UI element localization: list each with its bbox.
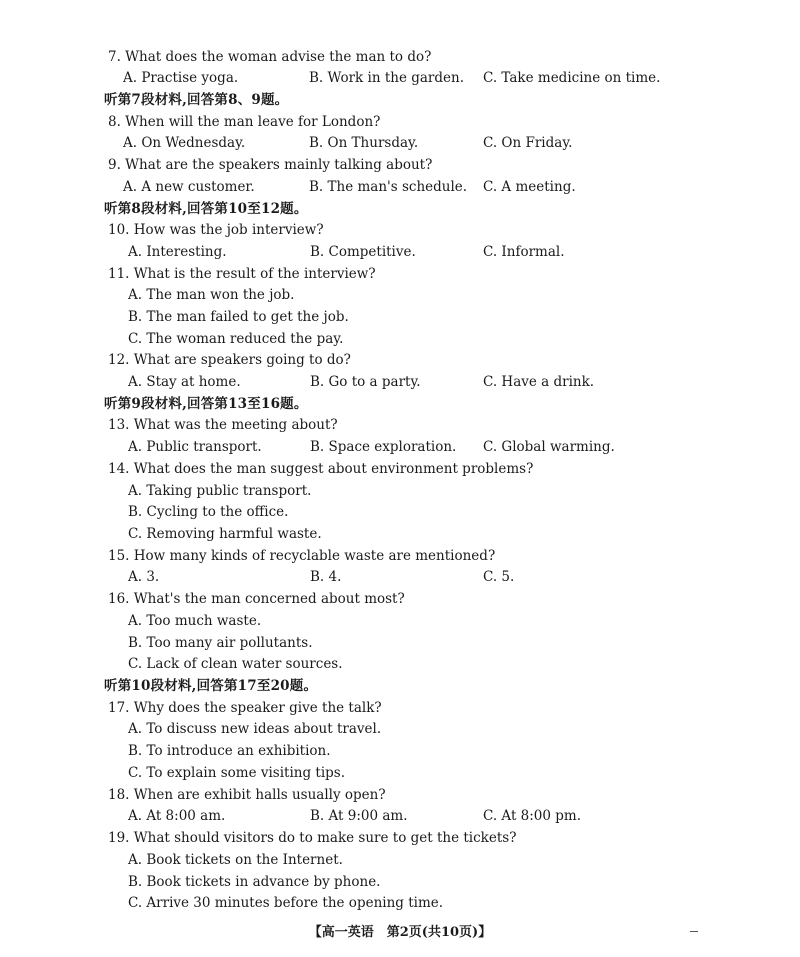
question-19-option-c: C. Arrive 30 minutes before the opening time. bbox=[128, 895, 444, 911]
question-8-stem: 8. When will the man leave for London? bbox=[108, 114, 381, 130]
question-17-option-c: C. To explain some visiting tips. bbox=[128, 765, 346, 781]
question-17-option-b: B. To introduce an exhibition. bbox=[128, 743, 331, 759]
question-19-stem: 19. What should visitors do to make sure to get the tickets? bbox=[108, 830, 517, 846]
question-14-stem: 14. What does the man suggest about environment problems? bbox=[108, 461, 534, 477]
option-a: A. A new customer. bbox=[123, 179, 255, 195]
option-c: C. A meeting. bbox=[483, 179, 576, 195]
question-16-option-c: C. Lack of clean water sources. bbox=[128, 656, 343, 672]
question-14-option-b: B. Cycling to the office. bbox=[128, 504, 289, 520]
option-c: C. Informal. bbox=[483, 244, 565, 260]
question-8-options bbox=[0, 132, 800, 154]
section-heading-7: 听第7段材料,回答第8、9题。 bbox=[104, 92, 289, 108]
option-b: B. On Thursday. bbox=[309, 135, 419, 151]
question-11-stem: 11. What is the result of the interview? bbox=[108, 266, 376, 282]
question-16-option-a: A. Too much waste. bbox=[128, 613, 262, 629]
question-15-stem: 15. How many kinds of recyclable waste are mentioned? bbox=[108, 548, 496, 564]
question-10-options bbox=[0, 241, 800, 263]
option-c: C. Global warming. bbox=[483, 439, 615, 455]
question-7-stem: 7. What does the woman advise the man to do? bbox=[108, 49, 432, 65]
question-16-stem: 16. What's the man concerned about most? bbox=[108, 591, 405, 607]
question-9-stem: 9. What are the speakers mainly talking about? bbox=[108, 157, 433, 173]
option-b: B. Work in the garden. bbox=[309, 70, 464, 86]
question-14-option-a: A. Taking public transport. bbox=[128, 483, 312, 499]
question-18-stem: 18. When are exhibit halls usually open? bbox=[108, 787, 386, 803]
option-a: A. Interesting. bbox=[128, 244, 227, 260]
option-b: B. At 9:00 am. bbox=[310, 808, 408, 824]
section-heading-10: 听第10段材料,回答第17至20题。 bbox=[104, 678, 318, 694]
question-19-option-b: B. Book tickets in advance by phone. bbox=[128, 874, 381, 890]
option-a: A. Stay at home. bbox=[128, 374, 241, 390]
question-12-stem: 12. What are speakers going to do? bbox=[108, 352, 351, 368]
question-16-option-b: B. Too many air pollutants. bbox=[128, 635, 313, 651]
option-a: A. At 8:00 am. bbox=[128, 808, 226, 824]
question-13-stem: 13. What was the meeting about? bbox=[108, 417, 338, 433]
option-b: B. Competitive. bbox=[310, 244, 416, 260]
option-a: A. 3. bbox=[128, 569, 160, 585]
question-15-options bbox=[0, 566, 800, 588]
page-footer: 【高一英语 第2页(共10页)】 bbox=[308, 925, 492, 940]
question-9-options bbox=[0, 176, 800, 198]
section-heading-8: 听第8段材料,回答第10至12题。 bbox=[104, 201, 308, 217]
option-b: B. 4. bbox=[310, 569, 342, 585]
option-c: C. Have a drink. bbox=[483, 374, 595, 390]
question-11-option-a: A. The man won the job. bbox=[128, 287, 295, 303]
section-heading-9: 听第9段材料,回答第13至16题。 bbox=[104, 396, 308, 412]
option-c: C. At 8:00 pm. bbox=[483, 808, 582, 824]
option-b: B. Space exploration. bbox=[310, 439, 457, 455]
scan-mark bbox=[690, 931, 698, 932]
option-a: A. Practise yoga. bbox=[123, 70, 239, 86]
option-c: C. 5. bbox=[483, 569, 515, 585]
question-11-option-b: B. The man failed to get the job. bbox=[128, 309, 349, 325]
option-b: B. Go to a party. bbox=[310, 374, 421, 390]
question-19-option-a: A. Book tickets on the Internet. bbox=[128, 852, 343, 868]
option-a: A. On Wednesday. bbox=[123, 135, 246, 151]
option-c: C. Take medicine on time. bbox=[483, 70, 661, 86]
question-17-option-a: A. To discuss new ideas about travel. bbox=[128, 721, 382, 737]
question-17-stem: 17. Why does the speaker give the talk? bbox=[108, 700, 382, 716]
question-14-option-c: C. Removing harmful waste. bbox=[128, 526, 322, 542]
question-7-options bbox=[0, 67, 800, 89]
question-12-options bbox=[0, 371, 800, 393]
question-13-options bbox=[0, 436, 800, 458]
question-11-option-c: C. The woman reduced the pay. bbox=[128, 331, 344, 347]
option-a: A. Public transport. bbox=[128, 439, 262, 455]
question-18-options bbox=[0, 805, 800, 827]
question-10-stem: 10. How was the job interview? bbox=[108, 222, 324, 238]
option-b: B. The man's schedule. bbox=[309, 179, 468, 195]
option-c: C. On Friday. bbox=[483, 135, 573, 151]
